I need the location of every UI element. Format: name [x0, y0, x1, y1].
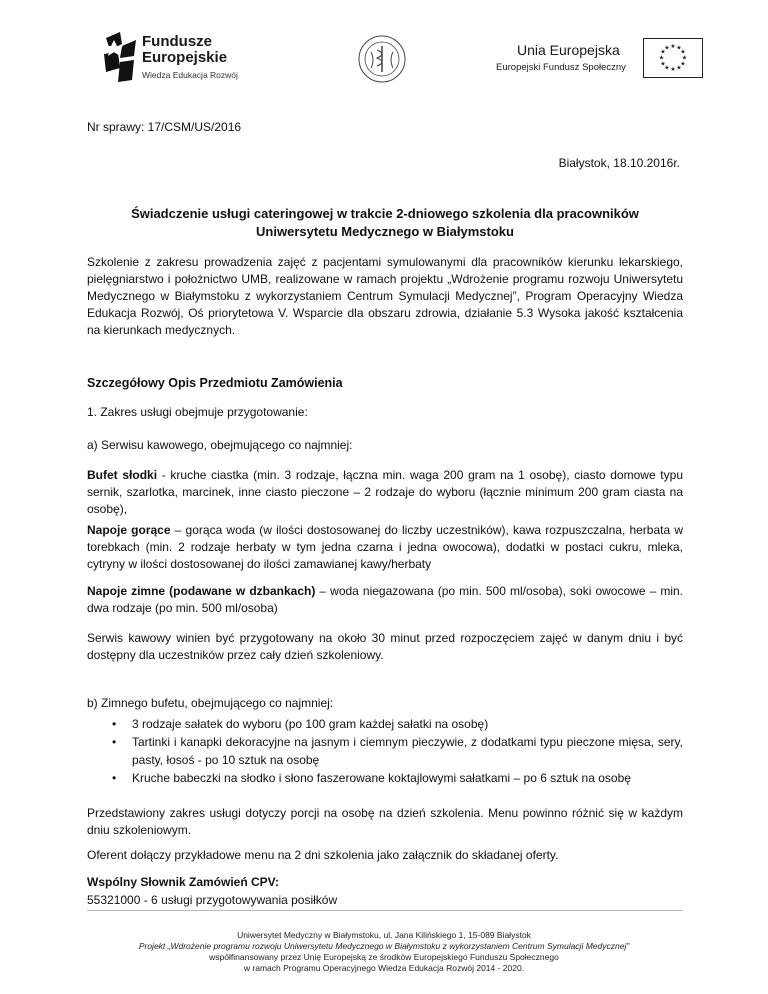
svg-text:★: ★: [664, 44, 670, 52]
list-item: • Tartinki i kanapki dekoracyjne na jasnym i ciemnym pieczywie, z dodatkami typu pieczone mięsa, sery, pasty, łosoś - po 10 sztuk na osobę: [112, 733, 683, 769]
intro-paragraph: Szkolenie z zakresu prowadzenia zajęć z pacjentami symulowanymi dla pracowników kierunku lekarskiego, pielęgniarstwo i położnictwo UMB, realizowane w ramach projektu „Wdrożenie programu rozwoju Uniwersytetu Medycznego w Białymstoku z wykorzystaniem Centrum Symulacji Medycznej”, Program Operacyjny Wiedza Edukacja Rozwój, Oś priorytetowa V. Wsparcie dla obszaru zdrowia, działanie 5.3 Wysoka jakość kształcenia na kierunkach medycznych.: [87, 255, 683, 337]
document-header: [0, 0, 768, 110]
item-b: b) Zimnego bufetu, obejmującego co najmniej:: [87, 696, 334, 710]
fe-logo-text: Fundusze Europejskie: [142, 33, 228, 66]
svg-text:★: ★: [660, 60, 666, 68]
footer-divider: [87, 910, 683, 911]
cpv-heading: Wspólny Słownik Zamówień CPV:: [87, 875, 280, 889]
serwis-note: Serwis kawowy winien być przygotowany na około 30 minut przed rozpoczęciem zajęć w danym dniu i być dostępny dla uczestników przez cały dzień szkoleniowy.: [87, 631, 683, 662]
university-seal-icon: [357, 34, 407, 84]
svg-text:★: ★: [676, 64, 682, 72]
scope-note: Przedstawiony zakres usługi dotyczy porcji na osobę na dzień szkolenia. Menu powinno różnić się w każdym dniu szkoleniowym.: [87, 806, 683, 837]
napoje-zimne-paragraph: Napoje zimne (podawane w dzbankach) – woda niegazowana (po min. 500 ml/osoba), soki owocowe – min. dwa rodzaje (po min. 500 ml/osoba): [87, 584, 683, 615]
svg-text:★: ★: [670, 66, 676, 73]
section-heading: Szczegółowy Opis Przedmiotu Zamówienia: [87, 376, 343, 390]
eu-flag-icon: [643, 38, 703, 78]
fe-logo-subtitle: Wiedza Edukacja Rozwój: [142, 70, 238, 80]
svg-text:★: ★: [664, 64, 670, 72]
svg-text:★: ★: [680, 48, 686, 56]
item-a: a) Serwisu kawowego, obejmującego co najmniej:: [87, 438, 353, 452]
list-item: • 3 rodzaje sałatek do wyboru (po 100 gram każdej sałatki na osobę): [112, 715, 683, 733]
svg-text:★: ★: [658, 54, 665, 62]
bufet-slodki-paragraph: Bufet słodki - kruche ciastka (min. 3 rodzaje, łączna min. waga 200 gram na 1 osobę), ciasto domowe typu sernik, szarlotka, marcinek, inne ciasto pieczone – 2 rodzaje do wyboru (łącznie minimum 200 gram ciasta na osobę),: [87, 468, 683, 516]
svg-text:★: ★: [660, 48, 666, 56]
cold-buffet-list: [112, 715, 683, 787]
svg-text:★: ★: [676, 44, 682, 52]
document-date: Białystok, 18.10.2016r.: [558, 156, 680, 170]
svg-text:★: ★: [680, 60, 686, 68]
document-title: Świadczenie usługi cateringowej w trakcie 2-dniowego szkolenia dla pracowników Uniwersytetu Medycznego w Białymstoku: [131, 206, 639, 239]
offer-note: Oferent dołączy przykładowe menu na 2 dni szkolenia jako załącznik do składanej oferty.: [87, 848, 559, 862]
napoje-gorace-paragraph: Napoje gorące – gorąca woda (w ilości dostosowanej do liczby uczestników), kawa rozpuszczalna, herbata w torebkach (min. 2 rodzaje herbaty w tym jedna czarna i jedna owocowa), dodatki w postaci cukru, mleka, cytryny w ilości dostosowanej do ilości zamawianej kawy/herbaty: [87, 523, 683, 571]
document-footer: Uniwersytet Medyczny w Białymstoku, ul. Jana Kilińskiego 1, 15-089 Białystok Projekt „Wdrożenie programu rozwoju Uniwersytetu Medycznego w Białymstoku z wykorzystaniem Centrum Symulacji Medycznej” współfinansowany przez Unię Europejską ze środków Europejskiego Funduszu Społecznego w ramach Programu Operacyjnego Wiedza Edukacja Rozwój 2014 - 2020.: [138, 930, 630, 973]
eu-title: Unia Europejska: [517, 42, 620, 58]
eu-subtitle: Europejski Fundusz Społeczny: [496, 62, 626, 73]
cpv-code: 55321000 - 6 usługi przygotowywania posiłków: [87, 893, 338, 907]
svg-text:★: ★: [681, 54, 688, 62]
case-reference: Nr sprawy: 17/CSM/US/2016: [87, 120, 242, 134]
svg-text:★: ★: [670, 43, 676, 50]
list-item: • Kruche babeczki na słodko i słono faszerowane koktajlowymi sałatkami – po 6 sztuk na osobę: [112, 769, 683, 787]
fundusze-europejskie-logo: [100, 30, 140, 86]
item-1: 1. Zakres usługi obejmuje przygotowanie:: [87, 405, 308, 419]
